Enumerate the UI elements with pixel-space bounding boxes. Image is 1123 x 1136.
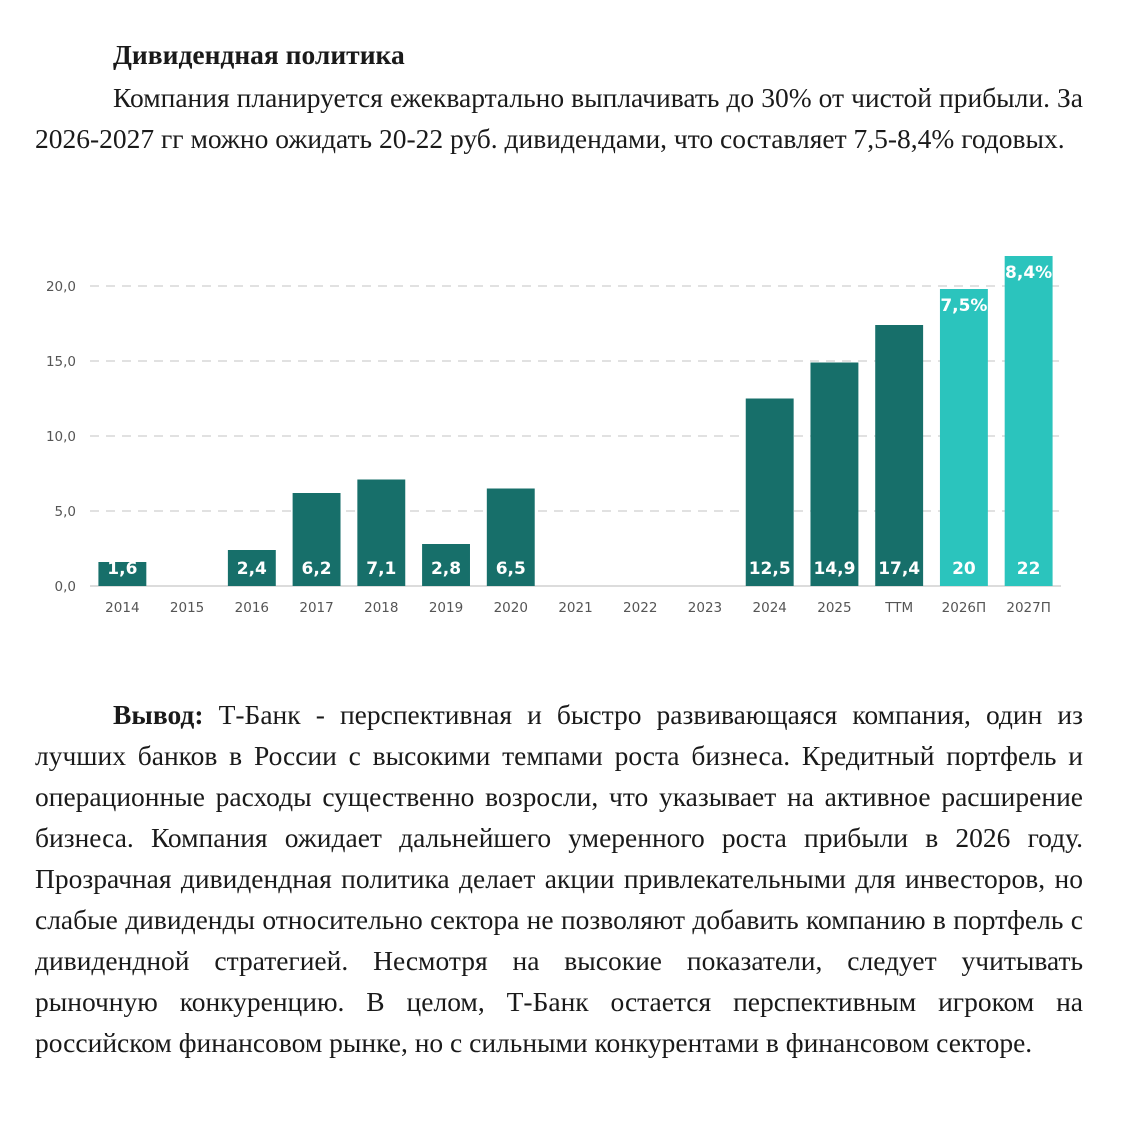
conclusion-text: Т-Банк - перспективная и быстро развивающаяся компания, один из лучших банков в России с высокими темпами роста бизнеса. Кредитный портфель и операционные расходы существенно возросли, что указывает на активное расширение бизнеса. Компания ожидает дальнейшего умеренного роста прибыли в 2026 году. Прозрачная дивидендная политика делает акции привлекательными для инвесторов, но слабые дивиденды относительно сектора не позволяют добавить компанию в портфель с дивидендной стратегией. Несмотря на высокие показатели, следует учитывать рыночную конкуренцию. В целом, Т-Банк остается перспективным игроком на российском финансовом рынке, но с сильными конкурентами в финансовом секторе. xyxy=(35,699,1083,1058)
bar-value-label: 6,2 xyxy=(301,559,332,579)
bar xyxy=(746,399,794,587)
conclusion-lead: Вывод: xyxy=(113,699,204,730)
section-heading: Дивидендная политика xyxy=(113,39,405,70)
y-tick-label: 10,0 xyxy=(45,429,76,445)
y-tick-label: 20,0 xyxy=(45,279,76,295)
x-tick-label: TTM xyxy=(885,600,914,616)
bar xyxy=(875,325,923,586)
x-tick-label: 2022 xyxy=(623,600,658,616)
x-tick-label: 2020 xyxy=(493,600,528,616)
x-tick-label: 2021 xyxy=(558,600,593,616)
x-tick-label: 2018 xyxy=(364,600,399,616)
x-tick-label: 2015 xyxy=(169,600,205,616)
y-tick-label: 0,0 xyxy=(54,579,76,595)
x-tick-label: 2014 xyxy=(105,600,140,616)
conclusion-paragraph xyxy=(35,694,1083,1063)
dividend-bar-chart xyxy=(0,240,1123,630)
chart-x-axis xyxy=(105,600,1051,616)
x-tick-label: 2024 xyxy=(752,600,787,616)
bar-value-label: 17,4 xyxy=(878,559,921,579)
bar-value-label: 20 xyxy=(952,559,976,579)
x-tick-label: 2025 xyxy=(817,600,852,616)
bar xyxy=(940,289,988,586)
intro-paragraph: Компания планируется ежеквартально выплачивать до 30% от чистой прибыли. За 2026-2027 гг можно ожидать 20-22 руб. дивидендами, что составляет 7,5-8,4% годовых. xyxy=(35,82,1083,154)
x-tick-label: 2019 xyxy=(428,600,464,616)
chart-bars xyxy=(98,256,1052,586)
y-tick-label: 15,0 xyxy=(45,354,76,370)
x-tick-label: 2016 xyxy=(234,600,270,616)
y-tick-label: 5,0 xyxy=(54,504,76,520)
bar-yield-label: 7,5% xyxy=(940,296,988,316)
bar xyxy=(1005,256,1053,586)
bar-value-label: 12,5 xyxy=(748,559,791,579)
x-tick-label: 2017 xyxy=(299,600,334,616)
bar-value-label: 2,8 xyxy=(430,559,462,579)
chart-y-axis xyxy=(46,279,76,595)
bar-value-label: 2,4 xyxy=(236,559,267,579)
bar-value-label: 14,9 xyxy=(813,559,856,579)
x-tick-label: 2027П xyxy=(1006,600,1051,616)
x-tick-label: 2023 xyxy=(687,600,723,616)
bar-yield-label: 8,4% xyxy=(1005,263,1053,283)
bar-value-label: 22 xyxy=(1016,559,1041,579)
x-tick-label: 2026П xyxy=(941,600,987,616)
bar-value-label: 1,6 xyxy=(107,559,138,579)
bar-value-label: 7,1 xyxy=(366,559,397,579)
bar-value-label: 6,5 xyxy=(495,559,526,579)
bar xyxy=(810,363,858,587)
